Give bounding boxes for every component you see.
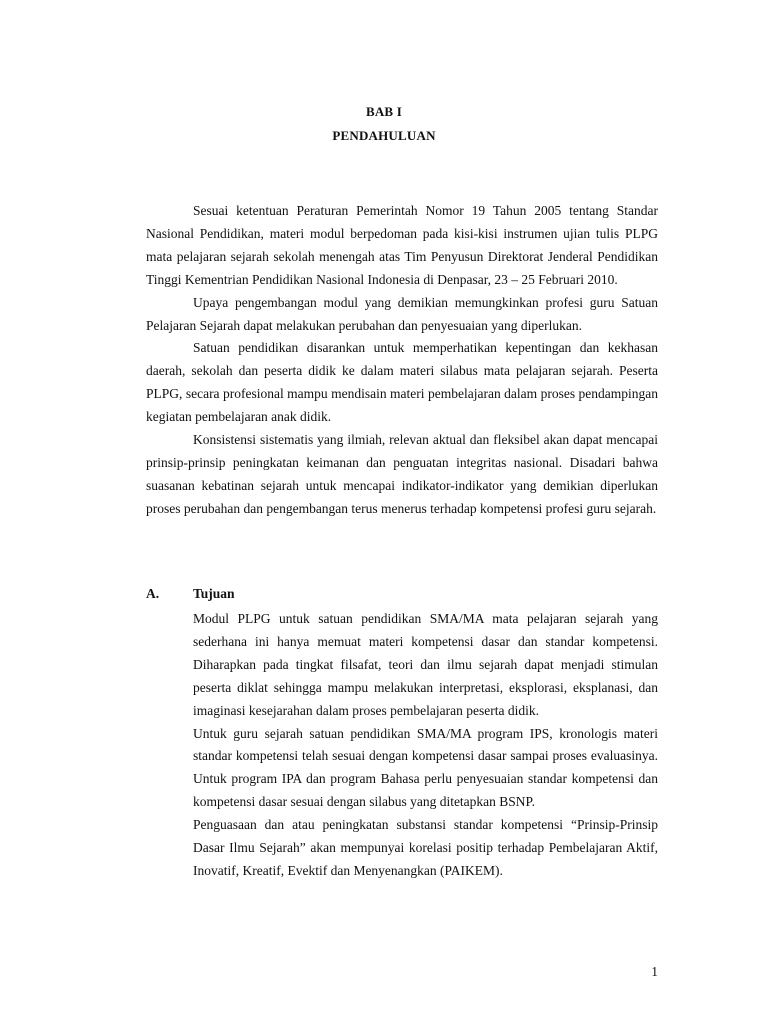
intro-paragraph: Sesuai ketentuan Peraturan Pemerintah Nomor 19 Tahun 2005 tentang Standar Nasional Pendidikan, materi modul berpedoman pada kisi-kisi instrumen ujian tulis PLPG mata pelajaran sejarah sekolah menengah atas Tim Penyusun Direktorat Jenderal Pendidikan Tinggi Kementrian Pendidikan Nasional Indonesia di Denpasar, 23 – 25 Februari 2010. xyxy=(146,203,658,287)
chapter-number: BAB I xyxy=(365,104,403,119)
section-paragraph: Penguasaan dan atau peningkatan substansi standar kompetensi “Prinsip-Prinsip Dasar Ilmu Sejarah” akan mempunyai korelasi positip terhadap Pembelajaran Aktif, Inovatif, Kreatif, Evektif dan Menyenangkan (PAIKEM). xyxy=(193,817,658,878)
section-heading xyxy=(146,586,658,602)
intro-paragraph: Satuan pendidikan disarankan untuk memperhatikan kepentingan dan kekhasan daerah, sekolah dan peserta didik ke dalam materi silabus mata pelajaran sejarah. Peserta PLPG, secara profesional mampu mendisain materi pembelajaran dalam proses pendampingan kegiatan pembelajaran anak didik. xyxy=(146,340,658,425)
intro-paragraph: Konsistensi sistematis yang ilmiah, relevan aktual dan fleksibel akan dapat mencapai prinsip-prinsip peningkatan keimanan dan penguatan integritas nasional. Disadari bahwa suasanan kebatinan sejarah untuk mencapai indikator-indikator yang demikian diperlukan proses perubahan dan pengembangan terus menerus terhadap kompetensi profesi guru sejarah. xyxy=(146,432,658,516)
section-letter: A. xyxy=(146,586,160,601)
intro-section xyxy=(146,200,658,521)
section-paragraph: Modul PLPG untuk satuan pendidikan SMA/MA mata pelajaran sejarah yang sederhana ini hanya memuat materi kompetensi dasar dan standar kompetensi. Diharapkan pada tingkat filsafat, teori dan ilmu sejarah dapat menjadi stimulan peserta diklat sehingga mampu melakukan interpretasi, eksplorasi, eksplanasi, dan imaginasi kesejarahan dalam proses pembelajaran peserta didik. xyxy=(193,611,658,718)
section-paragraph: Untuk guru sejarah satuan pendidikan SMA/MA program IPS, kronologis materi standar kompetensi telah sesuai dengan kompetensi dasar sampai proses evaluasinya. Untuk program IPA dan program Bahasa perlu penyesuaian standar kompetensi dan kompetensi dasar sesuai dengan silabus yang ditetapkan BSNP. xyxy=(193,725,658,810)
chapter-title: PENDAHULUAN xyxy=(332,128,436,143)
page-number: 1 xyxy=(651,964,658,979)
section-title: Tujuan xyxy=(193,586,235,601)
intro-paragraph: Upaya pengembangan modul yang demikian memungkinkan profesi guru Satuan Pelajaran Sejarah dapat melakukan perubahan dan penyesuaian yang diperlukan. xyxy=(146,294,658,333)
section-body xyxy=(193,608,658,883)
